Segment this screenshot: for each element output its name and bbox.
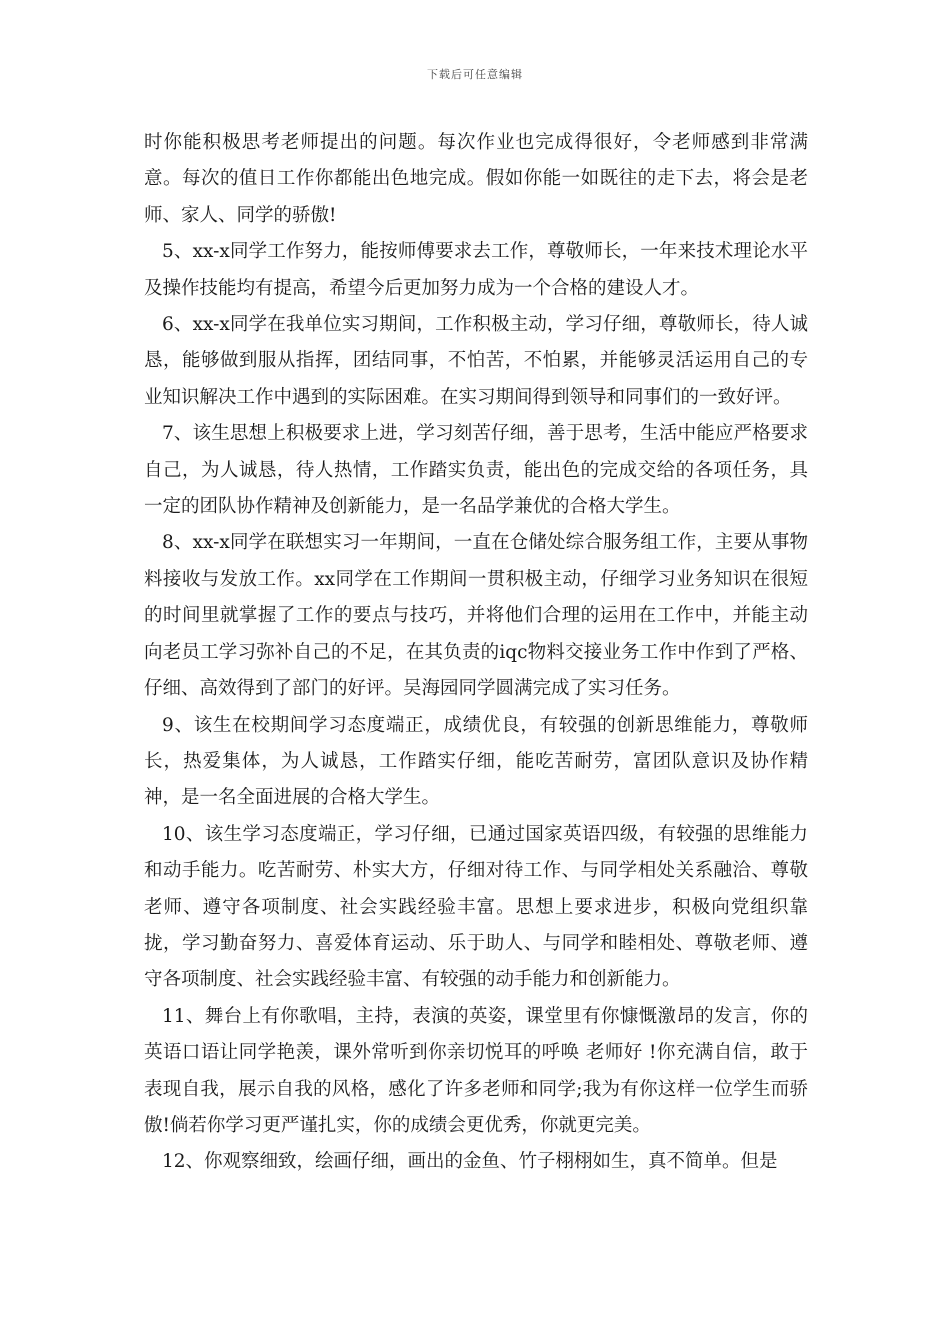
paragraph-8: 11、舞台上有你歌唱，主持，表演的英姿，课堂里有你慷慨激昂的发言，你的英语口语让同学艳羡，课外常听到你亲切悦耳的呼唤 老师好 !你充满自信，敢于表现自我，展示自我的风格，感化了许多老师和同学;我为有你这样一位学生而骄傲!倘若你学习更严谨扎实，你的成绩会更优秀，你就更完美。 <box>144 1005 808 1136</box>
paragraph-9: 12、你观察细致，绘画仔细，画出的金鱼、竹子栩栩如生，真不简单。但是 <box>162 1151 778 1173</box>
paragraph-2: 5、xx-x同学工作努力，能按师傅要求去工作，尊敬师长，一年来技术理论水平及操作技能均有提高，希望今后更加努力成为一个合格的建设人才。 <box>144 241 808 299</box>
paragraph-7: 10、该生学习态度端正，学习仔细，已通过国家英语四级，有较强的思维能力和动手能力。吃苦耐劳、朴实大方，仔细对待工作、与同学相处关系融洽、尊敬老师、遵守各项制度、社会实践经验丰富。思想上要求进步，积极向党组织靠拢，学习勤奋努力、喜爱体育运动、乐于助人、与同学和睦相处、尊敬老师、遵守各项制度、社会实践经验丰富、有较强的动手能力和创新能力。 <box>144 823 808 991</box>
paragraph-5: 8、xx-x同学在联想实习一年期间，一直在仓储处综合服务组工作，主要从事物料接收与发放工作。xx同学在工作期间一贯积极主动，仔细学习业务知识在很短的时间里就掌握了工作的要点与技巧，并将他们合理的运用在工作中，并能主动向老员工学习弥补自己的不足，在其负责的iqc物料交接业务工作中作到了严格、仔细、高效得到了部门的好评。吴海园同学圆满完成了实习任务。 <box>144 532 808 700</box>
paragraph-4: 7、该生思想上积极要求上进，学习刻苦仔细，善于思考，生活中能应严格要求自己，为人诚恳，待人热情，工作踏实负责，能出色的完成交给的各项任务，具一定的团队协作精神及创新能力，是一名品学兼优的合格大学生。 <box>144 423 808 518</box>
page-header: 下载后可任意编辑 <box>427 68 523 81</box>
paragraph-3: 6、xx-x同学在我单位实习期间，工作积极主动，学习仔细，尊敬师长，待人诚恳，能够做到服从指挥，团结同事，不怕苦，不怕累，并能够灵活运用自己的专业知识解决工作中遇到的实际困难。在实习期间得到领导和同事们的一致好评。 <box>144 314 808 408</box>
document-body <box>144 125 808 1181</box>
paragraph-1: 时你能积极思考老师提出的问题。每次作业也完成得很好，令老师感到非常满意。每次的值日工作你都能出色地完成。假如你能一如既往的走下去，将会是老师、家人、同学的骄傲! <box>144 132 808 226</box>
paragraph-6: 9、该生在校期间学习态度端正，成绩优良，有较强的创新思维能力，尊敬师长，热爱集体，为人诚恳，工作踏实仔细，能吃苦耐劳，富团队意识及协作精神，是一名全面进展的合格大学生。 <box>144 714 808 809</box>
